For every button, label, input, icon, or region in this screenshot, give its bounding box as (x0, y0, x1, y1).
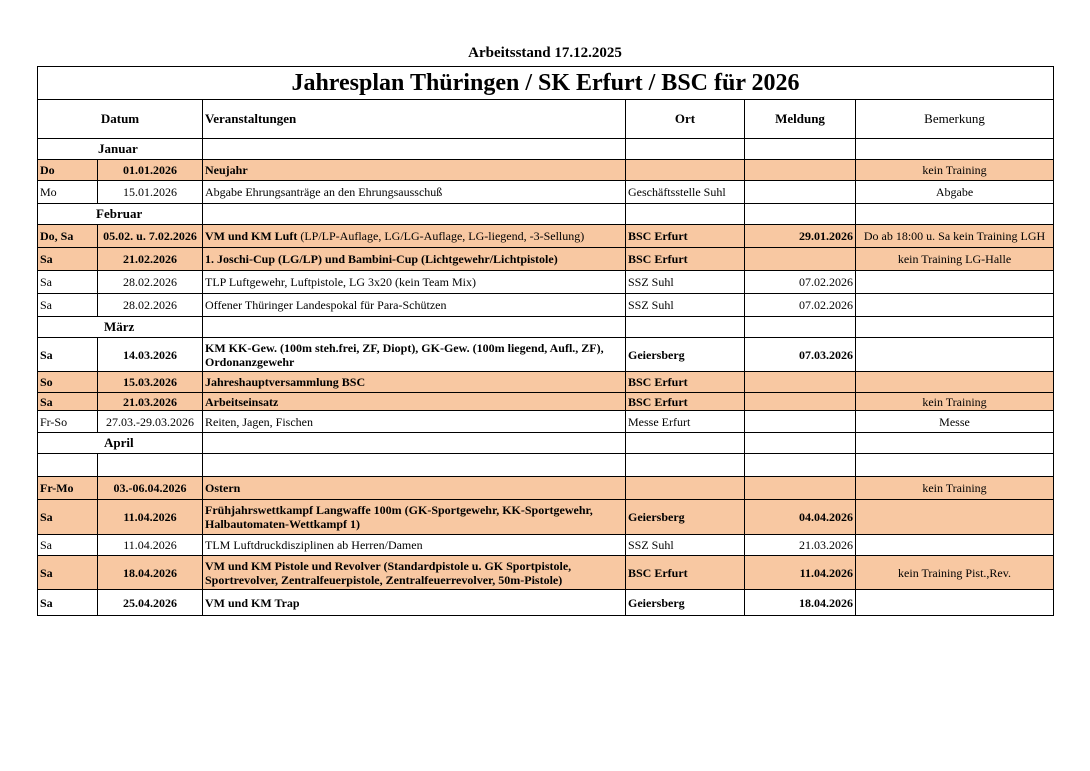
header-ort: Ort (626, 100, 745, 139)
cell-bemerkung: kein Training (856, 393, 1054, 411)
month-label (38, 433, 203, 454)
cell-ort: SSZ Suhl (626, 535, 745, 556)
month-april: April (104, 435, 134, 450)
cell-datum: 25.04.2026 (98, 590, 203, 616)
cell-meldung: 29.01.2026 (745, 225, 856, 248)
cell-tag: So (38, 372, 98, 393)
table-row (38, 393, 1054, 411)
cell-meldung (745, 411, 856, 433)
cell-meldung (745, 181, 856, 204)
month-januar: Januar (98, 141, 138, 156)
cell-datum: 01.01.2026 (98, 160, 203, 181)
cell-meldung: 07.02.2026 (745, 294, 856, 317)
empty-row (38, 454, 1054, 477)
table-row (38, 225, 1054, 248)
cell-datum: 14.03.2026 (98, 338, 203, 372)
cell-datum: 11.04.2026 (98, 535, 203, 556)
cell-ort: SSZ Suhl (626, 294, 745, 317)
cell-event: TLP Luftgewehr, Luftpistole, LG 3x20 (kein Team Mix) (203, 271, 626, 294)
cell-datum: 28.02.2026 (98, 294, 203, 317)
table-row (38, 477, 1054, 500)
table-row (38, 181, 1054, 204)
title-row (38, 67, 1054, 100)
cell-event: TLM Luftdruckdisziplinen ab Herren/Damen (203, 535, 626, 556)
month-maerz: März (104, 319, 135, 334)
cell-ort: Geschäftsstelle Suhl (626, 181, 745, 204)
event-extra: (LP/LP-Auflage, LG/LG-Auflage, LG-liegend, -3-Sellung) (297, 229, 585, 243)
cell-datum: 18.04.2026 (98, 556, 203, 590)
month-label (38, 204, 203, 225)
cell-ort: Geiersberg (626, 338, 745, 372)
table-row (38, 535, 1054, 556)
cell-event: VM und KM Pistole und Revolver (Standardpistole u. GK Sportpistole, Sportrevolver, Zentralfeuerpistole, Zentralfeuerrevolver, 50m-Pistole) (203, 556, 626, 590)
month-label (38, 317, 203, 338)
year-plan-table (37, 66, 1054, 616)
cell-bemerkung (856, 372, 1054, 393)
cell-tag: Sa (38, 556, 98, 590)
cell-tag: Sa (38, 271, 98, 294)
month-row-maerz (38, 317, 1054, 338)
cell-event (203, 225, 626, 248)
cell-bemerkung (856, 590, 1054, 616)
cell-tag: Mo (38, 181, 98, 204)
cell-tag: Sa (38, 535, 98, 556)
table-row (38, 248, 1054, 271)
cell-tag: Sa (38, 590, 98, 616)
cell-event: KM KK-Gew. (100m steh.frei, ZF, Diopt), GK-Gew. (100m liegend, Aufl., ZF), Ordonanzgewehr (203, 338, 626, 372)
cell-tag: Fr-So (38, 411, 98, 433)
cell-datum: 11.04.2026 (98, 500, 203, 535)
month-row-januar (38, 139, 1054, 160)
cell-bemerkung (856, 535, 1054, 556)
cell-event: Offener Thüringer Landespokal für Para-Schützen (203, 294, 626, 317)
cell-bemerkung: Abgabe (856, 181, 1054, 204)
cell-ort: BSC Erfurt (626, 225, 745, 248)
header-row (38, 100, 1054, 139)
cell-bemerkung (856, 500, 1054, 535)
cell-meldung (745, 477, 856, 500)
cell-meldung: 11.04.2026 (745, 556, 856, 590)
cell-event: 1. Joschi-Cup (LG/LP) und Bambini-Cup (Lichtgewehr/Lichtpistole) (203, 248, 626, 271)
cell-datum: 03.-06.04.2026 (98, 477, 203, 500)
month-row-februar (38, 204, 1054, 225)
cell-bemerkung: kein Training Pist.,Rev. (856, 556, 1054, 590)
cell-datum: 15.03.2026 (98, 372, 203, 393)
table-row (38, 372, 1054, 393)
table-row (38, 271, 1054, 294)
cell-ort: BSC Erfurt (626, 556, 745, 590)
table-row (38, 500, 1054, 535)
cell-tag: Sa (38, 294, 98, 317)
cell-event: Arbeitseinsatz (203, 393, 626, 411)
cell-bemerkung: Do ab 18:00 u. Sa kein Training LGH (856, 225, 1054, 248)
cell-ort: BSC Erfurt (626, 393, 745, 411)
cell-ort (626, 160, 745, 181)
page-title: Jahresplan Thüringen / SK Erfurt / BSC für 2026 (38, 67, 1054, 100)
cell-tag: Sa (38, 500, 98, 535)
cell-bemerkung: kein Training (856, 477, 1054, 500)
cell-event: Ostern (203, 477, 626, 500)
cell-bemerkung: Messe (856, 411, 1054, 433)
month-row-april (38, 433, 1054, 454)
cell-bemerkung: kein Training (856, 160, 1054, 181)
cell-datum: 27.03.-29.03.2026 (98, 411, 203, 433)
cell-meldung (745, 393, 856, 411)
cell-meldung: 04.04.2026 (745, 500, 856, 535)
table-row (38, 338, 1054, 372)
cell-bemerkung (856, 338, 1054, 372)
cell-datum: 21.03.2026 (98, 393, 203, 411)
cell-datum: 21.02.2026 (98, 248, 203, 271)
header-datum: Datum (38, 100, 203, 139)
cell-ort (626, 477, 745, 500)
cell-tag: Sa (38, 393, 98, 411)
cell-datum: 15.01.2026 (98, 181, 203, 204)
cell-meldung: 07.03.2026 (745, 338, 856, 372)
cell-tag: Do, Sa (38, 225, 98, 248)
cell-meldung: 07.02.2026 (745, 271, 856, 294)
cell-bemerkung (856, 271, 1054, 294)
header-meldung: Meldung (745, 100, 856, 139)
table-row (38, 160, 1054, 181)
cell-tag: Sa (38, 338, 98, 372)
cell-event: Abgabe Ehrungsanträge an den Ehrungsausschuß (203, 181, 626, 204)
cell-ort: Messe Erfurt (626, 411, 745, 433)
cell-tag: Do (38, 160, 98, 181)
cell-tag: Sa (38, 248, 98, 271)
event-main: VM und KM Luft (205, 229, 298, 243)
cell-meldung: 18.04.2026 (745, 590, 856, 616)
cell-bemerkung (856, 294, 1054, 317)
cell-meldung: 21.03.2026 (745, 535, 856, 556)
month-februar: Februar (96, 206, 143, 221)
cell-ort: SSZ Suhl (626, 271, 745, 294)
cell-ort: BSC Erfurt (626, 248, 745, 271)
cell-datum: 05.02. u. 7.02.2026 (98, 225, 203, 248)
cell-tag: Fr-Mo (38, 477, 98, 500)
table-row (38, 556, 1054, 590)
header-veranstaltungen: Veranstaltungen (203, 100, 626, 139)
cell-ort: Geiersberg (626, 590, 745, 616)
table-row (38, 411, 1054, 433)
cell-ort: Geiersberg (626, 500, 745, 535)
status-date: Arbeitsstand 17.12.2025 (468, 45, 622, 61)
cell-event: Reiten, Jagen, Fischen (203, 411, 626, 433)
table-row (38, 294, 1054, 317)
cell-meldung (745, 248, 856, 271)
cell-event: Jahreshauptversammlung BSC (203, 372, 626, 393)
month-label (38, 139, 203, 160)
cell-ort: BSC Erfurt (626, 372, 745, 393)
cell-meldung (745, 372, 856, 393)
cell-event: Neujahr (203, 160, 626, 181)
cell-meldung (745, 160, 856, 181)
cell-event: VM und KM Trap (203, 590, 626, 616)
cell-bemerkung: kein Training LG-Halle (856, 248, 1054, 271)
header-bemerkung: Bemerkung (856, 100, 1054, 139)
cell-event: Frühjahrswettkampf Langwaffe 100m (GK-Sportgewehr, KK-Sportgewehr, Halbautomaten-Wettkampf 1) (203, 500, 626, 535)
table-row (38, 590, 1054, 616)
cell-datum: 28.02.2026 (98, 271, 203, 294)
